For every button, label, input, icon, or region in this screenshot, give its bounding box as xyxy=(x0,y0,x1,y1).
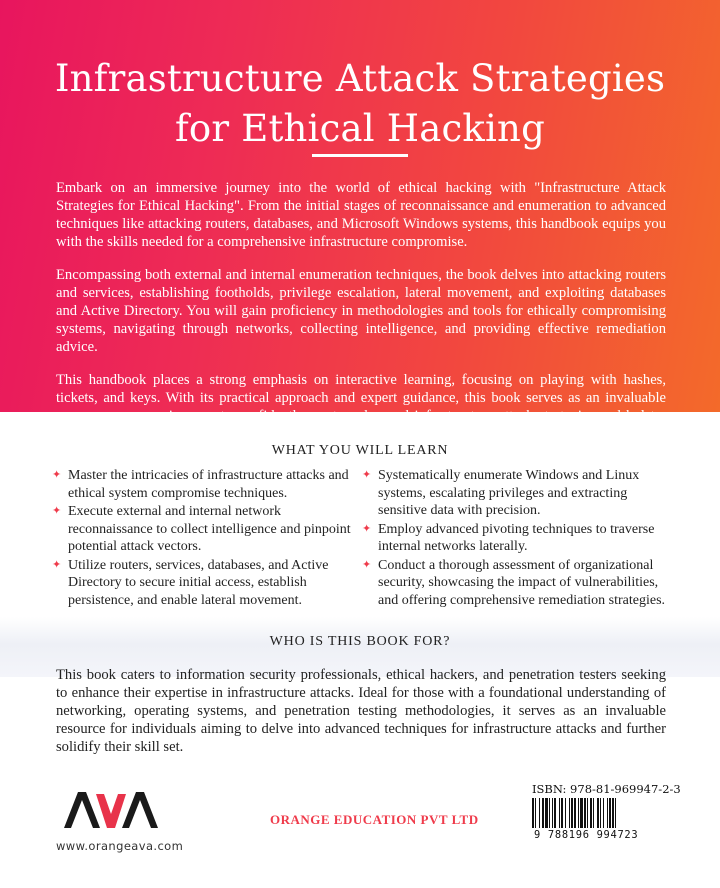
barcode-bar xyxy=(554,798,556,828)
learn-item-text: Utilize routers, services, databases, and Active Directory to secure initial access, establish persistence, and enable lateral movement. xyxy=(68,557,329,608)
barcode-bar xyxy=(535,798,536,828)
learn-item-text: Conduct a thorough assessment of organizational security, showcasing the impact of vulnerabilities, and offering comprehensive remediation strategies. xyxy=(378,557,666,608)
website-url: www.orangeava.com xyxy=(56,839,184,853)
barcode-bar xyxy=(569,798,570,828)
barcode-bar xyxy=(587,798,588,828)
barcode-bar xyxy=(600,798,601,828)
barcode-bar xyxy=(615,798,616,828)
learn-item-text: Master the intricacies of infrastructure attacks and ethical system compromise techniques. xyxy=(68,468,349,501)
barcode-bar xyxy=(565,798,566,828)
intro-text xyxy=(56,179,666,458)
learn-heading: WHAT YOU WILL LEARN xyxy=(271,443,449,458)
star-bullet-icon: ✦ xyxy=(52,558,62,571)
barcode-bar xyxy=(612,798,614,828)
learn-list-right xyxy=(362,467,672,610)
barcode-bar xyxy=(584,798,586,828)
intro-paragraph-1: Embark on an immersive journey into the world of ethical hacking with "Infrastructure Attack Strategies for Ethical Hacking". From the initial stages of reconnaissance and enumeration to advanced techniques like attacking routers, databases, and Microsoft Windows systems, this handbook equips you with the skills needed for a comprehensive infrastructure compromise. xyxy=(56,180,666,250)
who-text: This book caters to information security professionals, ethical hackers, and penetration testers seeking to enhance their expertise in infrastructure attacks. Ideal for those with a foundational understanding of networking, operating systems, and penetration testing methodologies, it serves as an invaluable resource for individuals aiming to delve into advanced techniques for infrastructure attacks and further solidify their skill set. xyxy=(56,667,666,755)
title-divider xyxy=(312,154,408,157)
title-line-1: Infrastructure Attack Strategies xyxy=(54,57,666,100)
barcode-bar xyxy=(597,798,599,828)
learn-item xyxy=(362,557,672,610)
logo-letter-a1 xyxy=(64,792,100,828)
star-bullet-icon: ✦ xyxy=(362,522,372,535)
title-line-2: for Ethical Hacking xyxy=(175,107,545,150)
barcode-bar xyxy=(559,798,560,828)
star-bullet-icon: ✦ xyxy=(52,505,62,517)
barcode-bar xyxy=(607,798,608,828)
hero-section xyxy=(0,0,720,442)
learn-item-text: Systematically enumerate Windows and Linux systems, escalating privileges and extracting sensitive data with precision. xyxy=(378,468,640,518)
barcode-bar xyxy=(539,798,540,828)
learn-item xyxy=(52,557,352,610)
star-bullet-icon: ✦ xyxy=(52,469,62,481)
learn-item xyxy=(52,503,352,556)
barcode-bar xyxy=(609,798,611,828)
barcode-digits: 9 788196 994723 xyxy=(534,829,664,841)
learn-item xyxy=(52,467,352,502)
learn-item-text: Employ advanced pivoting techniques to traverse internal networks laterally. xyxy=(378,521,655,554)
logo-letter-a2 xyxy=(122,792,158,828)
barcode-bar xyxy=(593,798,594,828)
learn-item-text: Execute external and internal network reconnaissance to collect intelligence and pinpoint potential attack vectors. xyxy=(68,504,351,554)
barcode-bar xyxy=(571,798,573,828)
ava-logo xyxy=(62,790,160,830)
barcode-bar xyxy=(542,798,544,828)
logo-letter-v xyxy=(96,794,126,828)
barcode-bar xyxy=(578,798,579,828)
learn-item xyxy=(362,467,672,520)
barcode-bar xyxy=(590,798,592,828)
barcode-bar xyxy=(545,798,548,828)
barcode-bar xyxy=(532,798,534,828)
publisher-name: ORANGE EDUCATION PVT LTD xyxy=(270,812,479,827)
learn-list-left xyxy=(52,467,352,610)
star-bullet-icon: ✦ xyxy=(362,558,372,571)
barcode-bar xyxy=(574,798,576,828)
who-heading: WHO IS THIS BOOK FOR? xyxy=(269,634,451,649)
barcode-bar xyxy=(603,798,604,828)
barcode-bar xyxy=(549,798,550,828)
barcode-bar xyxy=(580,798,583,828)
intro-paragraph-3: This handbook places a strong emphasis on interactive learning, focusing on playing with hashes, tickets, and keys. With its practical approach and expert guidance, this book serves as an invaluable resource, empowering you to confidently master advanced infrastructure attack strategies and bolster your cybersecurity expertise. xyxy=(56,372,666,442)
barcode-bars xyxy=(530,798,668,828)
barcode-bar xyxy=(561,798,563,828)
star-bullet-icon: ✦ xyxy=(362,469,372,481)
isbn-text: ISBN: 978-81-969947-2-3 xyxy=(532,782,681,796)
intro-paragraph-2: Encompassing both external and internal enumeration techniques, the book delves into attacking routers and services, establishing footholds, privilege escalation, lateral movement, and exploiting databases and Active Directory. You will gain proficiency in methodologies and tools for ethically compromising systems, navigating through networks, collecting intelligence, and providing effective remediation advice. xyxy=(56,267,666,355)
learn-item xyxy=(362,521,672,556)
barcode-bar xyxy=(552,798,553,828)
book-title xyxy=(0,54,720,154)
